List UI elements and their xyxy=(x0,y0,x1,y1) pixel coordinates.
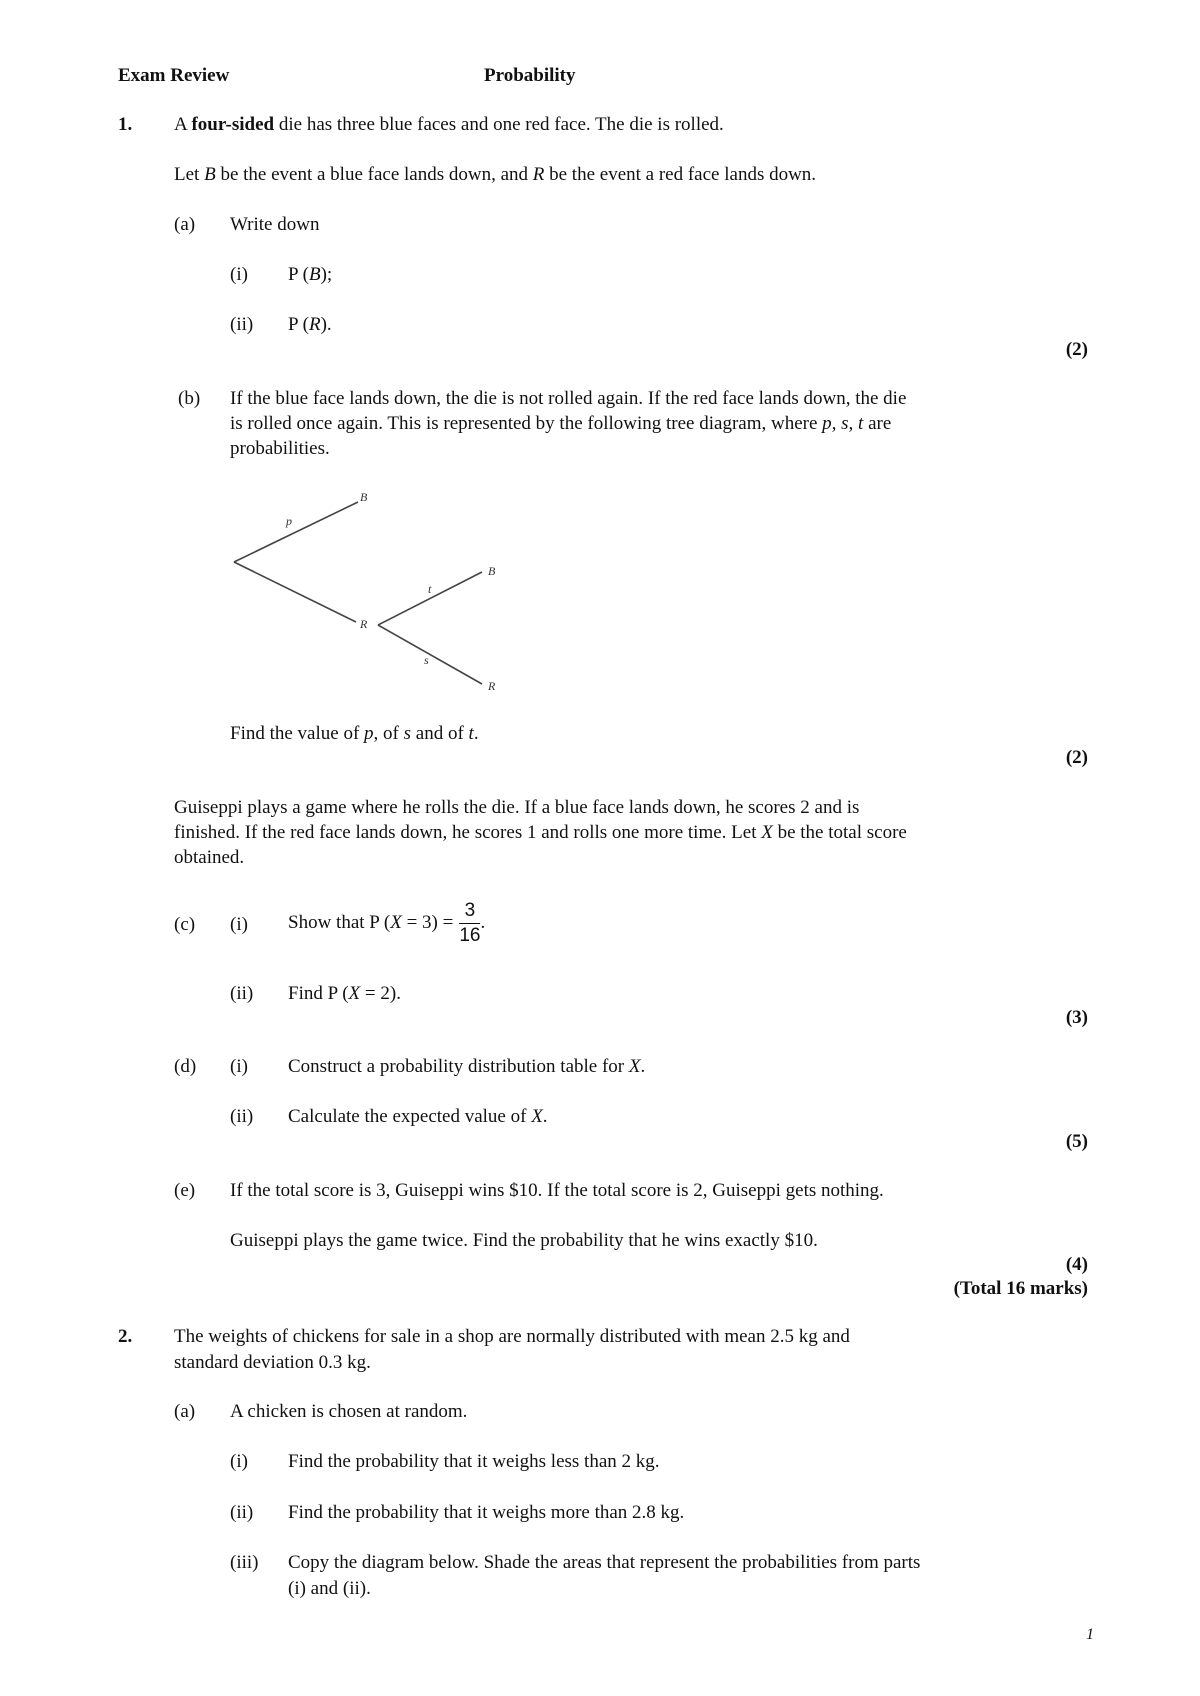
q1c-ii-text: Find P (X = 2). xyxy=(288,983,401,1004)
q1d-marks: (5) xyxy=(1065,1131,1088,1152)
q1e-label: (e) xyxy=(174,1180,196,1201)
q1e-line2: Guiseppi plays the game twice. Find the probability that he wins exactly $10. xyxy=(230,1230,818,1251)
q1-game-line1: Guiseppi plays a game where he rolls the die. If a blue face lands down, he scores 2 and is xyxy=(174,797,860,818)
q1b-line3: probabilities. xyxy=(230,438,330,459)
q1a-ii-label: (ii) xyxy=(230,314,254,335)
tree-label-B2: B xyxy=(488,564,496,578)
q1b-marks: (2) xyxy=(1065,747,1088,768)
q2a-i-label: (i) xyxy=(230,1451,248,1472)
header-left: Exam Review xyxy=(118,65,230,86)
q2-line2: standard deviation 0.3 kg. xyxy=(174,1352,371,1373)
tree-label-t: t xyxy=(428,582,432,596)
tree-label-R2: R xyxy=(488,679,496,693)
tree-branch-red-blue xyxy=(378,572,482,625)
tree-branch-red xyxy=(234,562,356,622)
q1a-text: Write down xyxy=(230,214,320,235)
page-number: 1 xyxy=(1086,1626,1094,1643)
q1a-label: (a) xyxy=(174,214,196,235)
tree-diagram xyxy=(220,480,520,700)
q1e-line1: If the total score is 3, Guiseppi wins $10. If the total score is 2, Guiseppi gets nothing. xyxy=(230,1180,884,1201)
q1b-label: (b) xyxy=(178,388,201,409)
q1e-marks: (4) xyxy=(1065,1254,1088,1275)
q1a-ii-text: P (R). xyxy=(288,314,332,335)
q1-number: 1. xyxy=(118,114,133,135)
tree-label-p: p xyxy=(286,514,292,528)
q1a-i-label: (i) xyxy=(230,264,248,285)
q2a-i-text: Find the probability that it weighs less than 2 kg. xyxy=(288,1451,660,1472)
q2-line1: The weights of chickens for sale in a shop are normally distributed with mean 2.5 kg and xyxy=(174,1326,850,1347)
q1d-label: (d) xyxy=(174,1056,197,1077)
q1a-marks: (2) xyxy=(1065,339,1088,360)
q2-number: 2. xyxy=(118,1326,133,1347)
q2a-ii-label: (ii) xyxy=(230,1502,254,1523)
q1c-ii-label: (ii) xyxy=(230,983,254,1004)
q1d-ii-label: (ii) xyxy=(230,1106,254,1127)
q1-let-definition: Let B be the event a blue face lands down, and R be the event a red face lands down. xyxy=(174,164,817,185)
q2a-iii-line2: (i) and (ii). xyxy=(288,1578,371,1599)
q2a-iii-label: (iii) xyxy=(230,1552,259,1573)
q1-intro: A four-sided die has three blue faces and one red face. The die is rolled. xyxy=(174,114,724,135)
q1b-line1: If the blue face lands down, the die is not rolled again. If the red face lands down, the die xyxy=(230,388,907,409)
q1c-marks: (3) xyxy=(1065,1007,1088,1028)
q2a-label: (a) xyxy=(174,1401,196,1422)
q1d-i-label: (i) xyxy=(230,1056,248,1077)
q1d-i-text: Construct a probability distribution table for X. xyxy=(288,1056,646,1077)
q1c-label: (c) xyxy=(174,914,196,935)
q1-game-line3: obtained. xyxy=(174,847,245,868)
q1c-i-text: Show that P (X = 3) = $\frac{3}{16}$ . xyxy=(288,900,486,946)
tree-branch-red-red xyxy=(378,625,482,684)
tree-branch-blue xyxy=(234,502,358,562)
q1b-line2: is rolled once again. This is represented by the following tree diagram, where p, s, t are xyxy=(230,413,892,434)
header-title: Probability xyxy=(484,65,576,86)
q1-total-marks: (Total 16 marks) xyxy=(953,1278,1088,1299)
q2a-iii-line1: Copy the diagram below. Shade the areas that represent the probabilities from parts xyxy=(288,1552,921,1573)
q1d-ii-text: Calculate the expected value of X. xyxy=(288,1106,548,1127)
q2a-ii-text: Find the probability that it weighs more than 2.8 kg. xyxy=(288,1502,685,1523)
q1-game-line2: finished. If the red face lands down, he scores 1 and rolls one more time. Let X be the total score xyxy=(174,822,907,843)
q1c-i-label: (i) xyxy=(230,914,248,935)
tree-label-B1: B xyxy=(360,490,368,504)
fraction-3-16: $\frac{3}{16}$ xyxy=(459,900,481,946)
q2a-text: A chicken is chosen at random. xyxy=(230,1401,468,1422)
q1a-i-text: P (B); xyxy=(288,264,333,285)
tree-label-s: s xyxy=(424,653,429,667)
tree-label-R1: R xyxy=(360,617,368,631)
q1b-find: Find the value of p, of s and of t. xyxy=(230,723,479,744)
